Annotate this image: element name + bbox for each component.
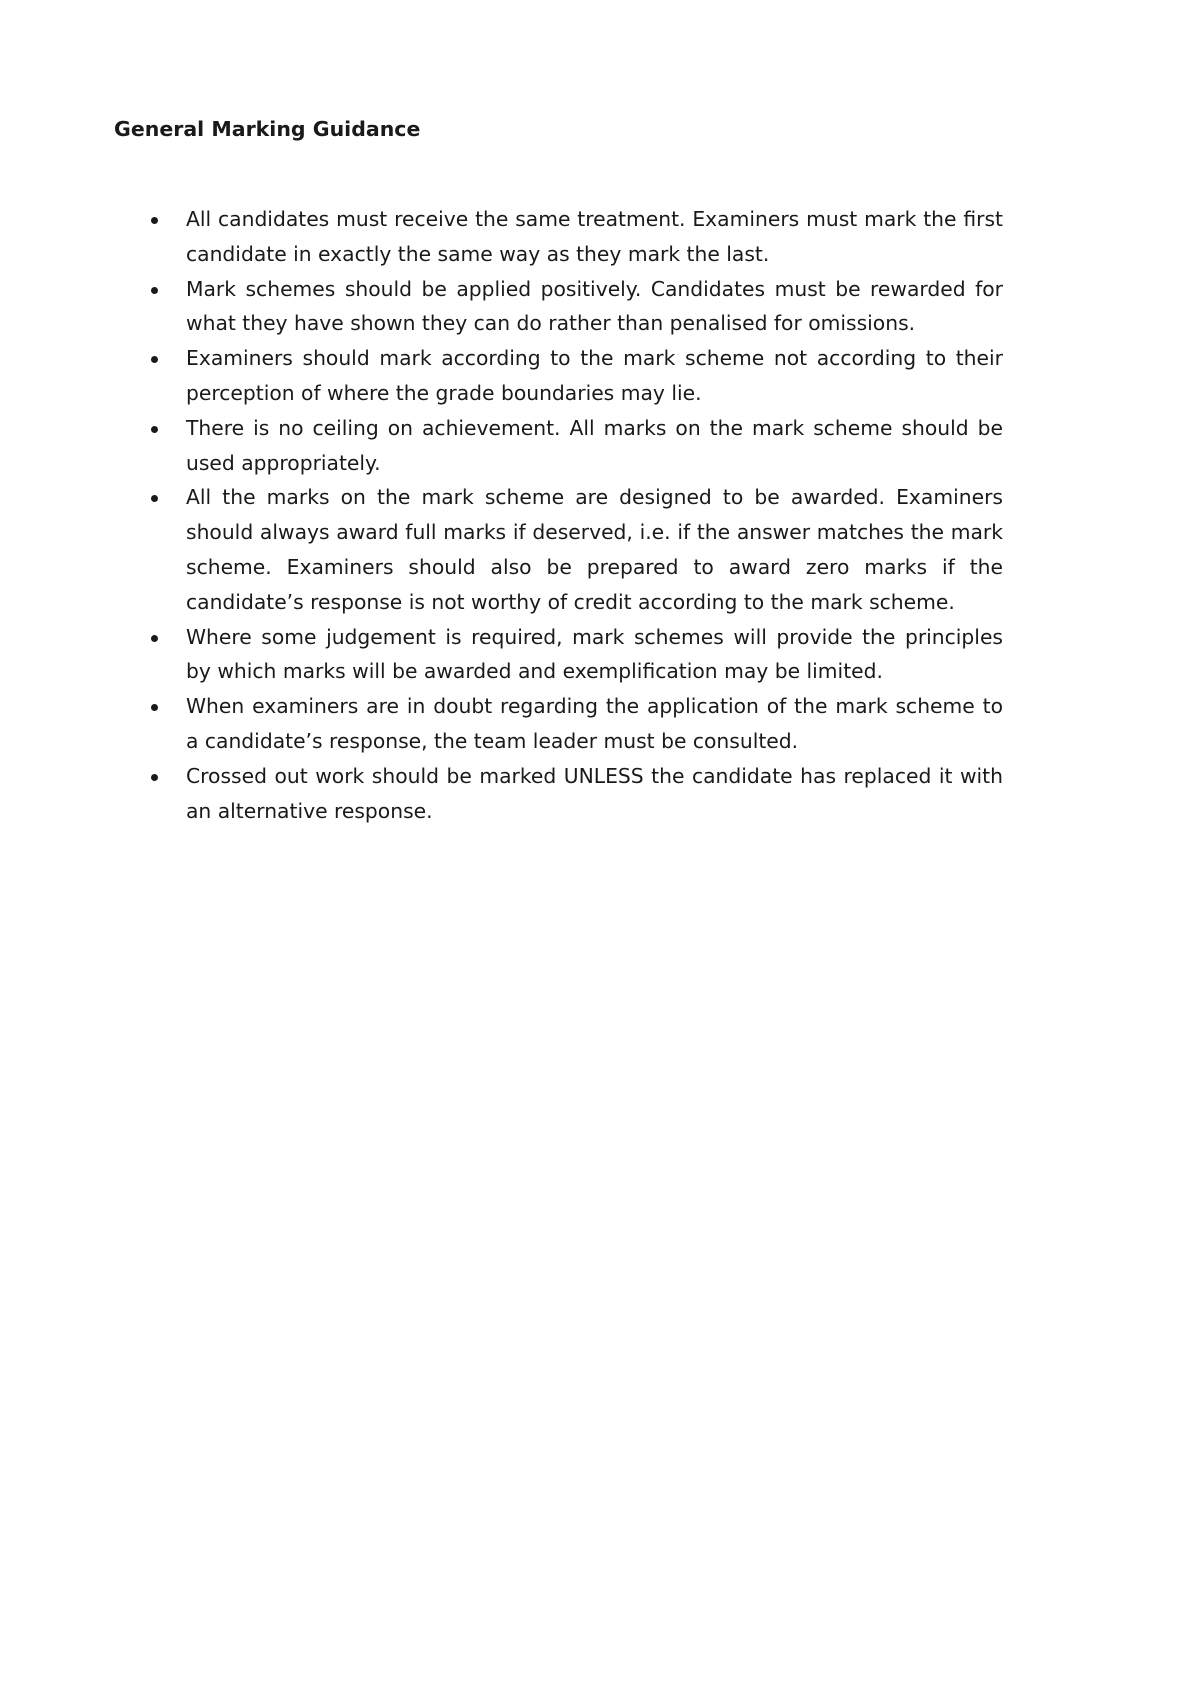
guidance-item xyxy=(0,272,1003,342)
guidance-list xyxy=(0,202,1191,828)
bullet-icon xyxy=(151,217,158,224)
guidance-item-text: Crossed out work should be marked UNLESS the candidate has replaced it with an alternative response. xyxy=(186,763,1003,823)
bullet-icon xyxy=(151,426,158,433)
guidance-item-text: Examiners should mark according to the mark scheme not according to their perception of where the grade boundaries may lie. xyxy=(186,346,1003,405)
guidance-item xyxy=(0,480,1003,619)
guidance-item-text: There is no ceiling on achievement. All marks on the mark scheme should be used appropriately. xyxy=(186,415,1003,475)
page-heading: General Marking Guidance xyxy=(114,117,421,141)
guidance-item xyxy=(0,759,1003,829)
bullet-icon xyxy=(151,774,158,781)
guidance-item xyxy=(0,689,1003,759)
guidance-item xyxy=(0,341,1003,411)
guidance-item-text: All candidates must receive the same treatment. Examiners must mark the first candidate in exactly the same way as they mark the last. xyxy=(186,207,1003,266)
bullet-icon xyxy=(151,635,158,642)
bullet-icon xyxy=(151,495,158,502)
guidance-item-text: Where some judgement is required, mark schemes will provide the principles by which marks will be awarded and exemplification may be limited. xyxy=(186,624,1003,684)
guidance-item-text: When examiners are in doubt regarding the application of the mark scheme to a candidate’s response, the team leader must be consulted. xyxy=(186,694,1003,753)
bullet-icon xyxy=(151,287,158,294)
guidance-item xyxy=(0,411,1003,481)
guidance-item-text: Mark schemes should be applied positively. Candidates must be rewarded for what they have shown they can do rather than penalised for omissions. xyxy=(186,276,1003,336)
guidance-item xyxy=(0,620,1003,690)
bullet-icon xyxy=(151,356,158,363)
bullet-icon xyxy=(151,704,158,711)
guidance-item xyxy=(0,202,1003,272)
guidance-item-text: All the marks on the mark scheme are designed to be awarded. Examiners should always award full marks if deserved, i.e. if the answer matches the mark scheme. Examiners should also be prepared to award zero marks if the candidate’s response is not worthy of credit according to the mark scheme. xyxy=(186,485,1003,614)
